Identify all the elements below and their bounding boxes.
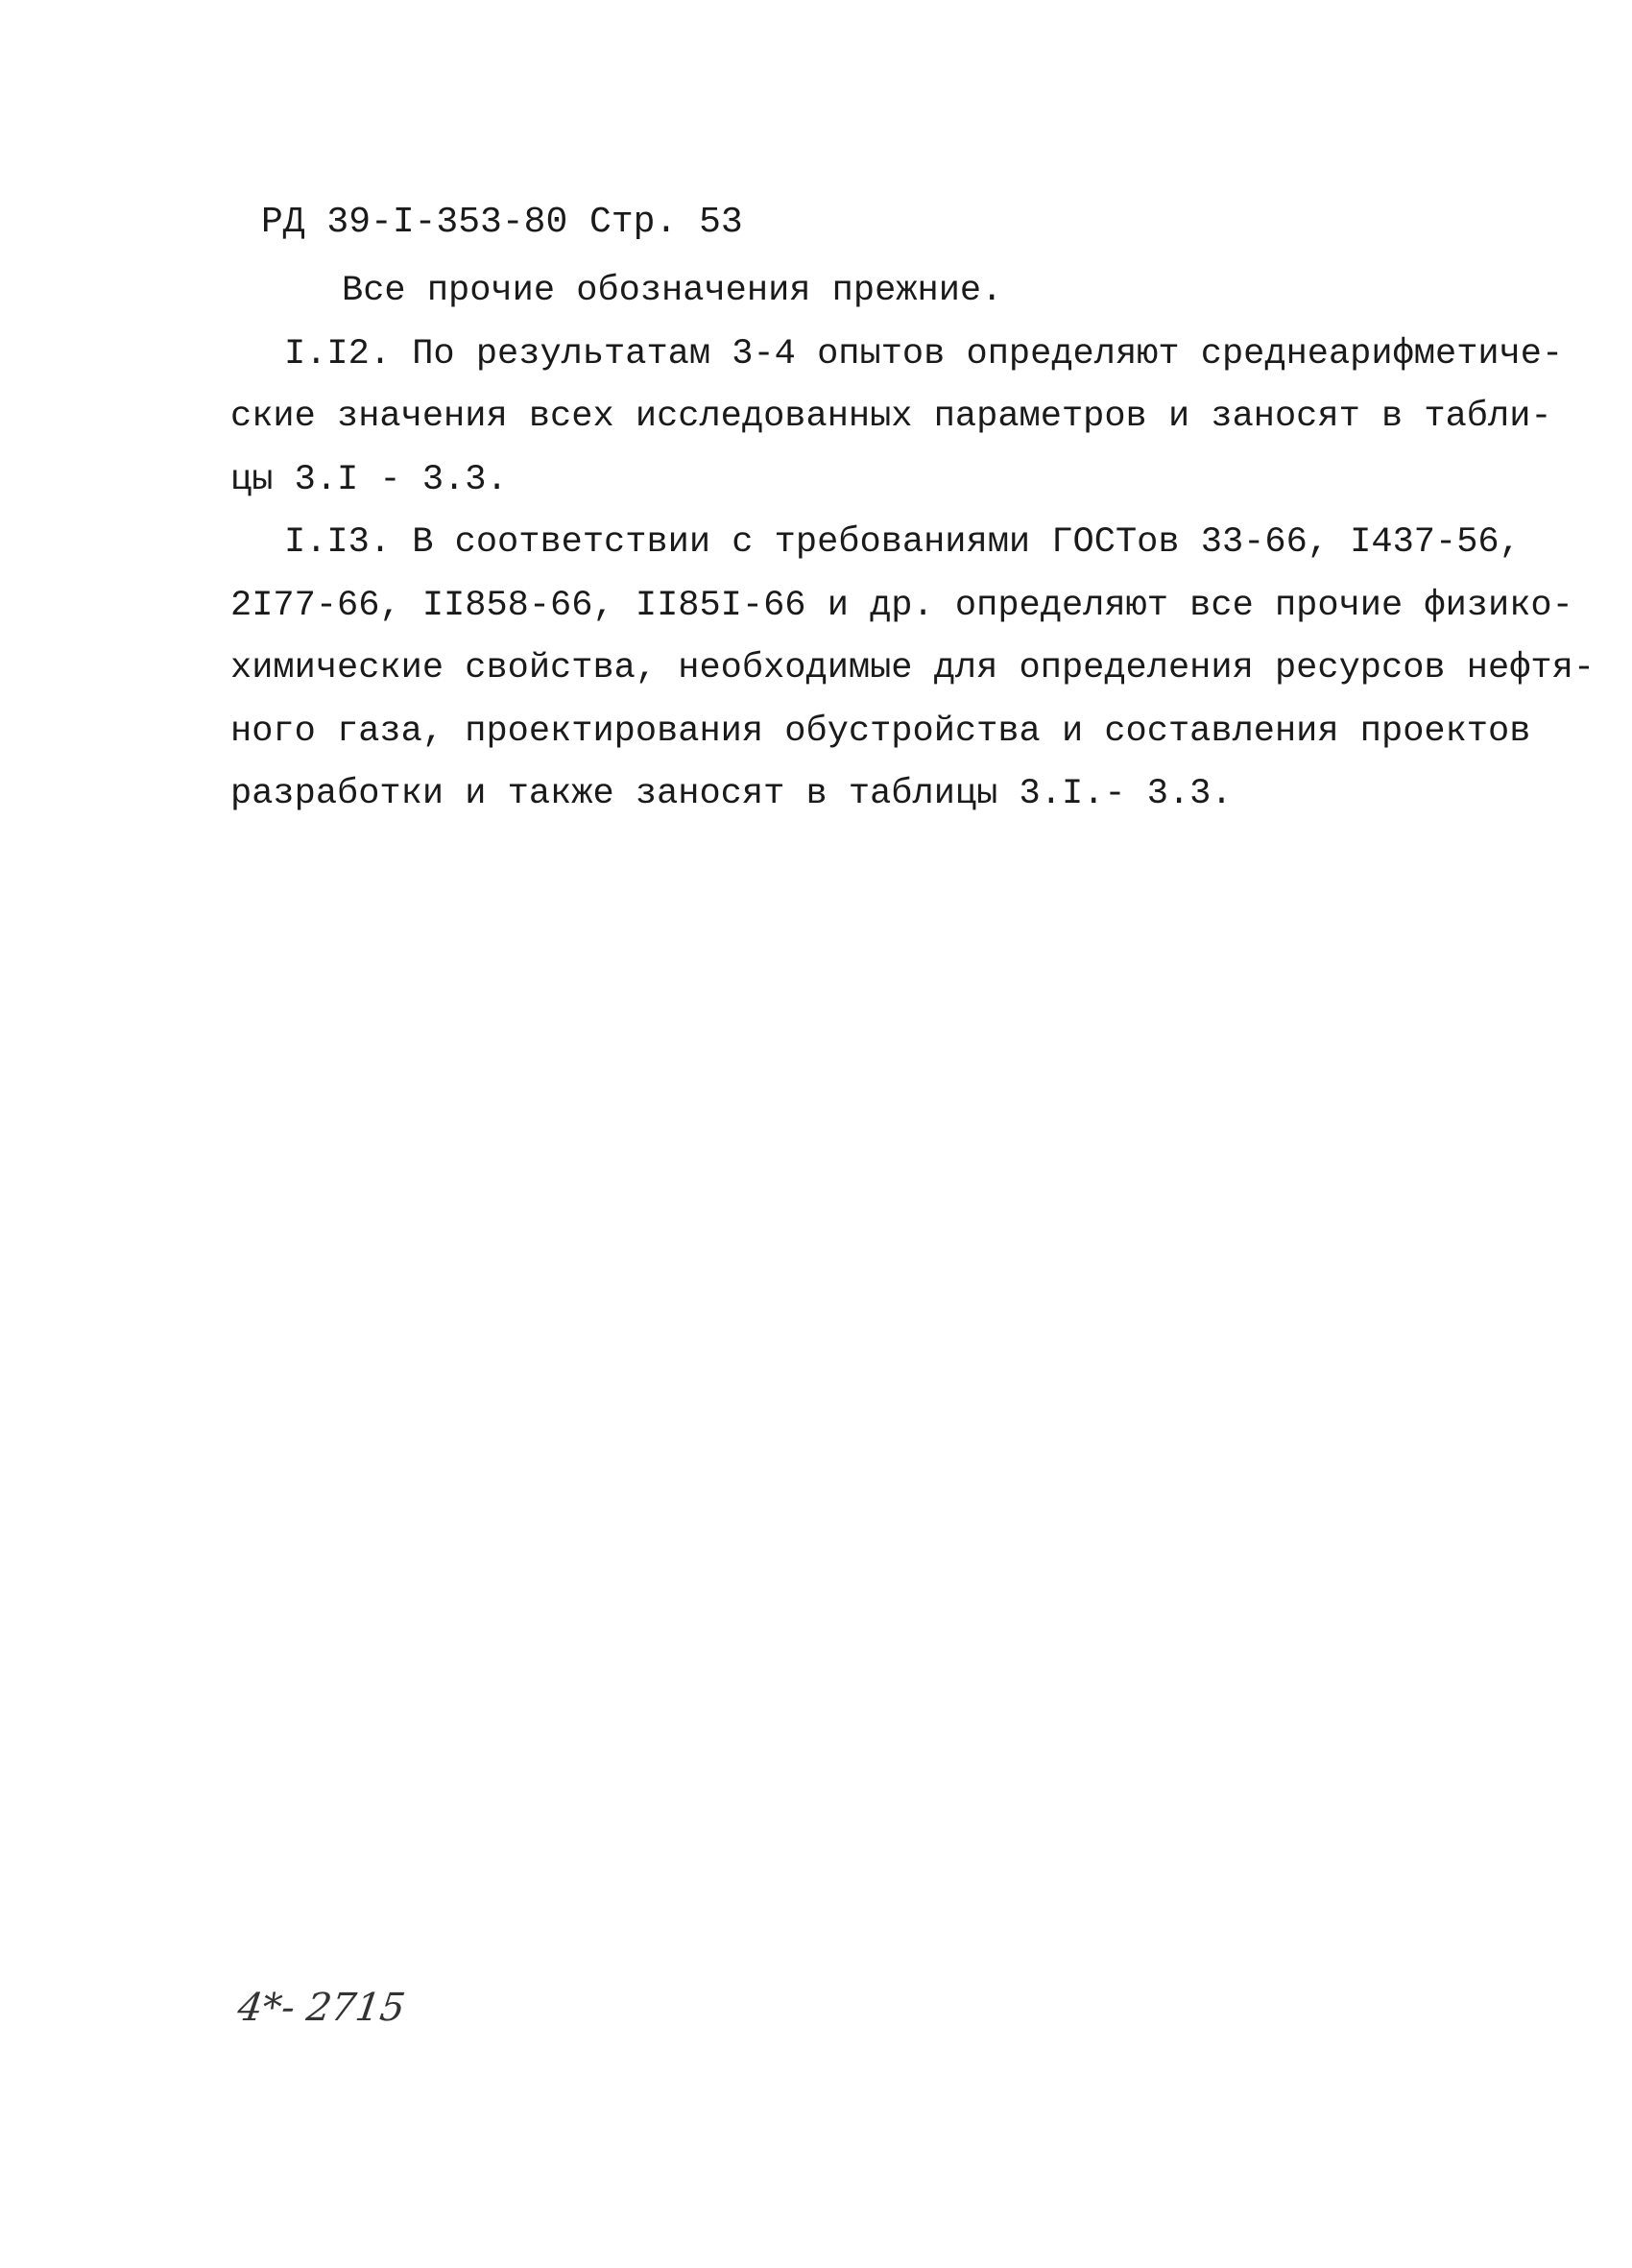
page-header: РД 39-I-353-80 Стр. 53 xyxy=(261,202,743,243)
text-line-9: разработки и также заносят в таблицы 3.I.- 3.3. xyxy=(230,774,1233,814)
text-line-2: I.I2. По результатам 3-4 опытов определяют среднеарифметиче- xyxy=(284,334,1564,374)
text-line-4: цы 3.I - 3.3. xyxy=(230,460,508,500)
handwritten-note: 4*- 2715 xyxy=(234,1986,408,2030)
text-line-1: Все прочие обозначения прежние. xyxy=(342,271,1003,311)
text-line-6: 2I77-66, II858-66, II85I-66 и др. определяют все прочие физико- xyxy=(230,586,1573,626)
text-line-8: ного газа, проектирования обустройства и составления проектов xyxy=(230,712,1531,752)
text-line-7: химические свойства, необходимые для определения ресурсов нефтя- xyxy=(230,648,1596,688)
text-line-3: ские значения всех исследованных параметров и заносят в табли- xyxy=(230,397,1552,437)
text-line-5: I.I3. В соответствии с требованиями ГОСТов 33-66, I437-56, xyxy=(284,522,1521,563)
